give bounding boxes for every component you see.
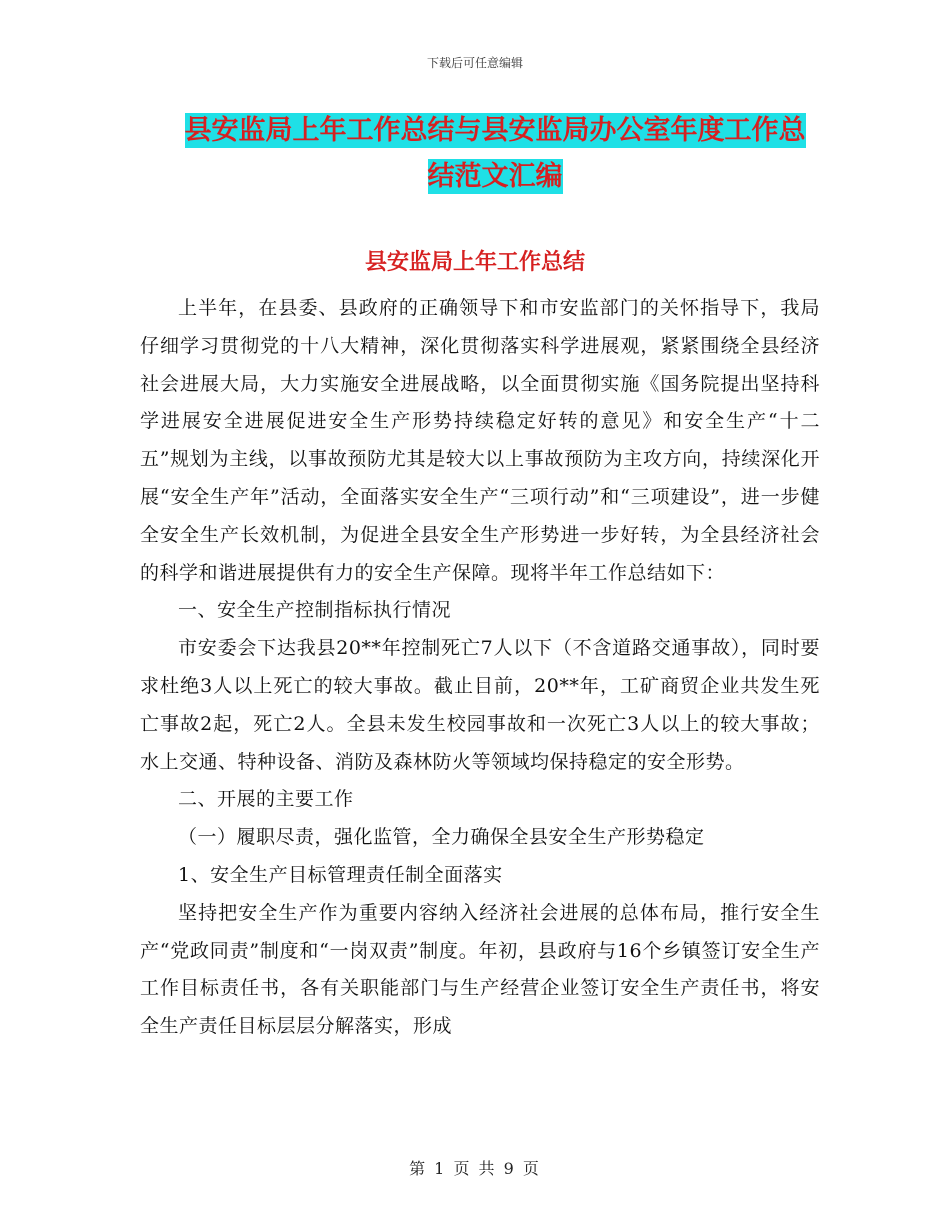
title-line-2: 结范文汇编: [427, 161, 563, 192]
subheading: （一）履职尽责，强化监管，全力确保全县安全生产形势稳定: [178, 826, 705, 849]
paragraph: 市安委会下达我县20**年控制死亡7人以下（不含道路交通事故），同时要求杜绝3人以上死亡的较大事故。截止目前，20**年，工矿商贸企业共发生死亡事故2起，死亡2人。全县未发生校园事故和一次死亡3人以上的较大事故；水上交通、特种设备、消防及森林防火等领域均保持稳定的安全形势。: [140, 637, 820, 773]
heading-1: 一、安全生产控制指标执行情况: [178, 599, 452, 622]
document-title: [150, 108, 840, 200]
page-number-footer: 第 1 页 共 9 页: [409, 1159, 541, 1178]
paragraph: 上半年，在县委、县政府的正确领导下和市安监部门的关怀指导下，我局仔细学习贯彻党的十八大精神，深化贯彻落实科学进展观，紧紧围绕全县经济社会进展大局，大力实施安全进展战略，以全面贯彻实施《国务院提出坚持科学进展安全进展促进安全生产形势持续稳定好转的意见》和安全生产“十二五”规划为主线，以事故预防尤其是较大以上事故预防为主攻方向，持续深化开展“安全生产年”活动，全面落实安全生产“三项行动”和“三项建设”，进一步健全安全生产长效机制，为促进全县安全生产形势进一步好转，为全县经济社会的科学和谐进展提供有力的安全生产保障。现将半年工作总结如下：: [140, 297, 820, 584]
document-body: [140, 290, 820, 1046]
header-note: 下载后可任意编辑: [426, 56, 523, 70]
section-title: 县安监局上年工作总结: [364, 250, 585, 275]
paragraph: 坚持把安全生产作为重要内容纳入经济社会进展的总体布局，推行安全生产“党政同责”制度和“一岗双责”制度。年初，县政府与16个乡镇签订安全生产工作目标责任书，各有关职能部门与生产经营企业签订安全生产责任书，将安全生产责任目标层层分解落实，形成: [140, 901, 820, 1038]
subheading: 1、安全生产目标管理责任制全面落实: [178, 863, 503, 886]
title-line-1: 县安监局上年工作总结与县安监局办公室年度工作总: [184, 115, 806, 146]
heading-2: 二、开展的主要工作: [178, 788, 354, 811]
